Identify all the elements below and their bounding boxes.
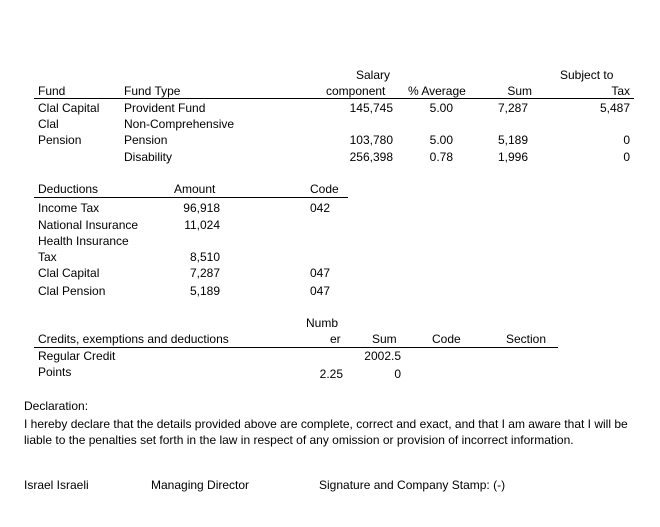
fund-type-cell: Disability bbox=[124, 150, 173, 164]
credit-label: Points bbox=[38, 365, 72, 379]
credits-sum-header: Sum bbox=[372, 332, 397, 346]
deduction-amount: 8,510 bbox=[189, 250, 220, 264]
declaration-title: Declaration: bbox=[24, 399, 89, 413]
number-header-line2: er bbox=[330, 332, 341, 346]
fund-cell: Clal Capital bbox=[38, 101, 100, 115]
average-header: % Average bbox=[408, 84, 466, 98]
salary-header-line2: component bbox=[326, 84, 386, 98]
deduction-label: Tax bbox=[38, 250, 57, 264]
subject-to-tax-header-line2: Tax bbox=[611, 84, 630, 98]
fund-type-cell: Pension bbox=[124, 133, 168, 147]
deductions-header: Deductions bbox=[38, 182, 99, 196]
salary-cell: 256,398 bbox=[349, 150, 393, 164]
credits-code-header: Code bbox=[432, 332, 461, 346]
signer-name: Israel Israeli bbox=[24, 478, 89, 492]
deduction-amount: 96,918 bbox=[183, 201, 220, 215]
deduction-label: Clal Capital bbox=[38, 266, 100, 280]
average-cell: 5.00 bbox=[429, 133, 453, 147]
fund-type-header: Fund Type bbox=[124, 84, 181, 98]
sum-cell: 5,189 bbox=[498, 133, 529, 147]
amount-header: Amount bbox=[174, 182, 216, 196]
deduction-amount: 5,189 bbox=[189, 284, 220, 298]
fund-cell: Clal bbox=[38, 117, 59, 131]
sum-cell: 7,287 bbox=[498, 101, 529, 115]
tax-cell: 0 bbox=[623, 150, 630, 164]
fund-header-divider bbox=[34, 98, 634, 99]
sum-header: Sum bbox=[507, 84, 532, 98]
sum-cell: 1,996 bbox=[498, 150, 529, 164]
fund-header: Fund bbox=[38, 84, 66, 98]
credit-sum: 2002.5 bbox=[364, 349, 401, 363]
deduction-code: 047 bbox=[310, 284, 331, 298]
subject-to-tax-header-line1: Subject to bbox=[560, 68, 614, 82]
deduction-label: Income Tax bbox=[38, 201, 100, 215]
signature-stamp-label: Signature and Company Stamp: (-) bbox=[319, 478, 506, 492]
deduction-label: Clal Pension bbox=[38, 284, 106, 298]
fund-type-cell: Non-Comprehensive bbox=[124, 117, 235, 131]
credit-sum: 0 bbox=[394, 367, 401, 381]
average-cell: 5.00 bbox=[429, 101, 453, 115]
tax-cell: 5,487 bbox=[599, 101, 630, 115]
declaration-text: I hereby declare that the details provided above are complete, correct and exact, and that I am aware that I will be liable to the penalties set forth in the law in respect of any omission or provision of incorrect information. bbox=[24, 417, 628, 447]
deduction-code: 042 bbox=[310, 201, 331, 215]
salary-header-line1: Salary bbox=[355, 68, 390, 82]
average-cell: 0.78 bbox=[429, 150, 453, 164]
credit-number: 2.25 bbox=[319, 367, 343, 381]
code-header: Code bbox=[310, 182, 339, 196]
deductions-header-divider bbox=[34, 197, 348, 198]
fund-cell: Pension bbox=[38, 133, 82, 147]
deduction-code: 047 bbox=[310, 266, 331, 280]
number-header-line1: Numb bbox=[306, 316, 339, 330]
signer-role: Managing Director bbox=[151, 478, 250, 492]
deduction-amount: 11,024 bbox=[184, 218, 220, 232]
section-header: Section bbox=[506, 332, 547, 346]
salary-cell: 145,745 bbox=[349, 101, 393, 115]
deduction-label: Health Insurance bbox=[38, 234, 129, 248]
credit-label: Regular Credit bbox=[38, 349, 116, 363]
salary-cell: 103,780 bbox=[349, 133, 393, 147]
deduction-amount: 7,287 bbox=[189, 266, 220, 280]
deduction-label: National Insurance bbox=[38, 218, 139, 232]
fund-type-cell: Provident Fund bbox=[124, 101, 206, 115]
credits-header: Credits, exemptions and deductions bbox=[38, 332, 229, 346]
tax-cell: 0 bbox=[623, 133, 630, 147]
credits-header-divider bbox=[34, 347, 558, 348]
